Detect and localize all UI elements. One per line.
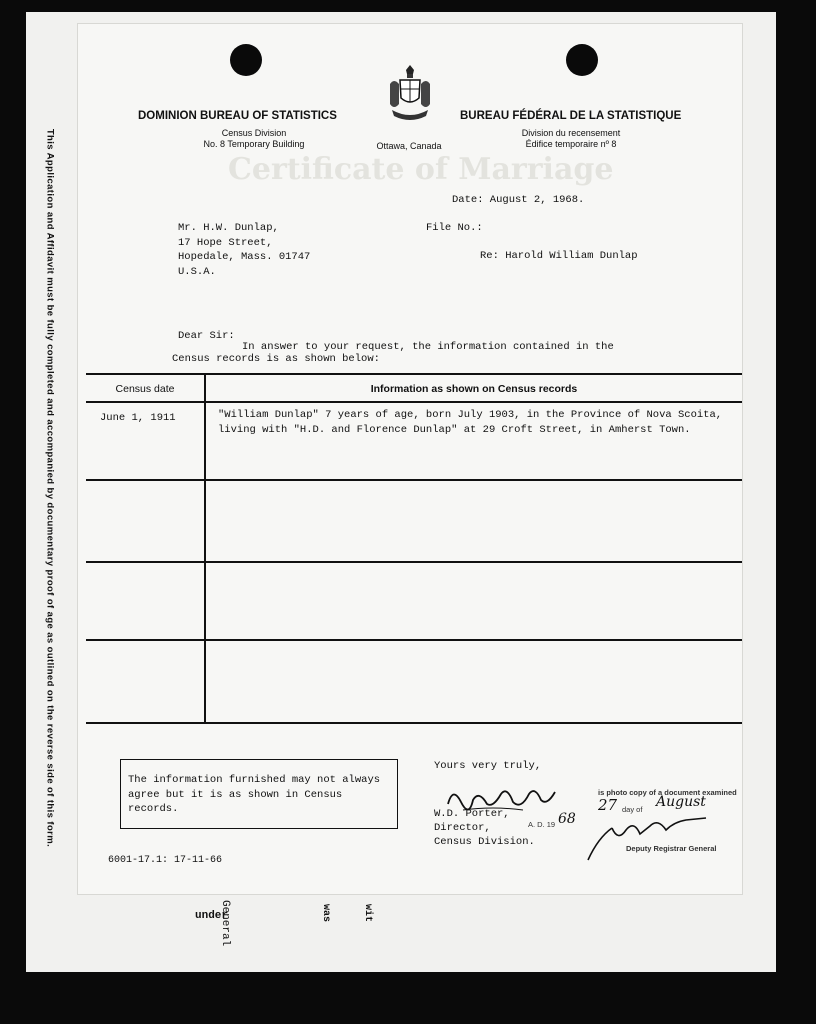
- lower-form-fragments: [195, 900, 755, 950]
- information-notice-text: The information furnished may not always agree but it is as shown in Census records.: [128, 774, 381, 815]
- header-left-division: Census Division: [221, 128, 287, 138]
- side-instruction-note: This Application and Affidavit must be fully completed and accompanied by documentary proof of age as outlined on the reverse side of this form.: [44, 128, 56, 848]
- punch-hole-right: [566, 44, 598, 76]
- census-info-cell: "William Dunlap" 7 years of age, born July 1903, in the Province of Nova Scoita, living with "H.D. and Florence Dunlap" at 29 Croft Street, in Amherst Town.: [218, 409, 723, 436]
- background-watermark: Certificate of Marriage: [228, 152, 614, 187]
- stamp-month: August: [656, 794, 706, 810]
- director-title: Director,: [434, 822, 491, 834]
- canada-coat-of-arms-icon: [386, 64, 434, 124]
- recipient-line: U.S.A.: [178, 265, 216, 278]
- fragment-general: General: [219, 900, 231, 947]
- stamp-day-label: day of: [622, 805, 643, 814]
- stamp-deputy-label: Deputy Registrar General: [626, 844, 717, 853]
- intro-line-2: Census records is as shown below:: [172, 353, 380, 365]
- column-header-date: Census date: [115, 383, 175, 395]
- column-header-info: Information as shown on Census records: [370, 383, 578, 395]
- fragment-was: was: [320, 904, 331, 923]
- recipient-line: Mr. H.W. Dunlap,: [178, 222, 279, 234]
- fragment-under: under: [195, 910, 229, 922]
- recipient-line: Hopedale, Mass. 01747: [178, 251, 311, 263]
- census-certificate-letter: [78, 24, 742, 894]
- certification-stamp: [518, 780, 748, 870]
- form-number: 6001-17.1: 17-11-66: [108, 855, 223, 866]
- letter-date: Date: August 2, 1968.: [452, 194, 585, 206]
- file-number: File No.:: [426, 222, 483, 234]
- closing-yours-truly: Yours very truly,: [434, 760, 542, 772]
- director-name: W.D. Porter,: [434, 808, 510, 820]
- header-left-building: No. 8 Temporary Building: [203, 139, 305, 149]
- header-right-division: Division du recensement: [521, 128, 621, 138]
- punch-hole-left: [230, 44, 262, 76]
- header-right-building: Édifice temporaire nº 8: [525, 139, 617, 149]
- deputy-signature: [578, 808, 738, 868]
- census-date-cell: June 1, 1911: [100, 412, 176, 424]
- salutation: Dear Sir:: [178, 330, 235, 342]
- stamp-day: 27: [598, 796, 618, 814]
- information-notice-box: [120, 759, 398, 829]
- subject-re: Re: Harold William Dunlap: [480, 250, 638, 262]
- director-department: Census Division.: [434, 836, 535, 848]
- header-right-org: BUREAU FÉDÉRAL DE LA STATISTIQUE: [460, 110, 682, 122]
- header-left-org: DOMINION BUREAU OF STATISTICS: [138, 110, 337, 122]
- header-city: Ottawa, Canada: [376, 141, 442, 151]
- intro-line-1: In answer to your request, the information contained in the: [242, 341, 614, 353]
- recipient-line: 17 Hope Street,: [178, 236, 273, 249]
- stamp-year: 68: [558, 811, 576, 827]
- stamp-year-prefix: A. D. 19: [528, 820, 556, 829]
- recipient-address: [178, 221, 310, 279]
- stamp-line: is photo copy of a document examined: [598, 788, 737, 797]
- fragment-wit: wit: [362, 904, 373, 923]
